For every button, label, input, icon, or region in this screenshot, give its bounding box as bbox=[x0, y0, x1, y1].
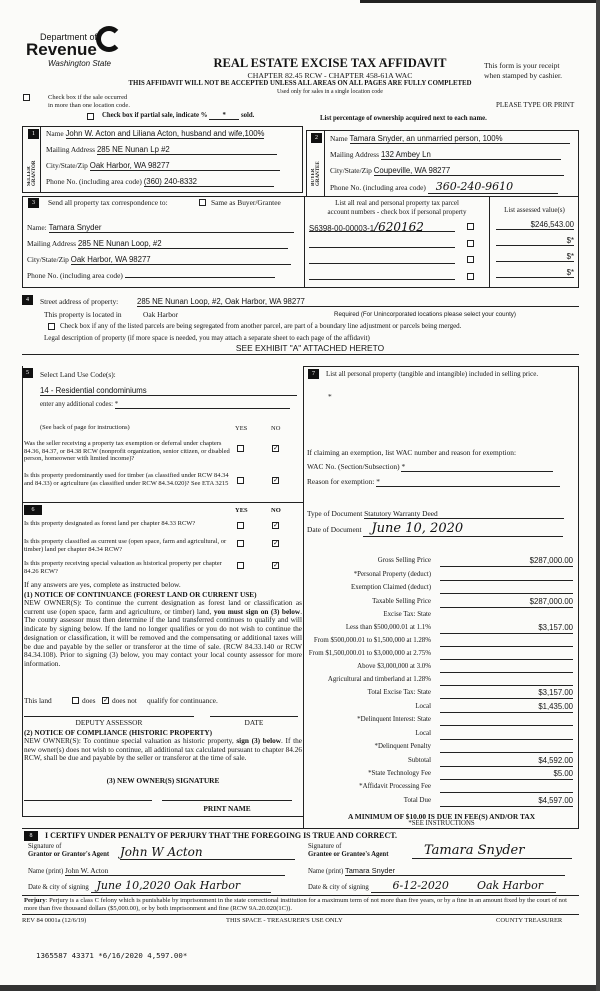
seller-phone-field[interactable]: (360) 240-8332 bbox=[144, 177, 274, 187]
tax-row-value[interactable] bbox=[440, 782, 573, 793]
reason-label: Reason for exemption: bbox=[307, 477, 375, 486]
parcel-handwritten: /620162 bbox=[374, 220, 424, 234]
seller-city-label: City/State/Zip bbox=[46, 161, 88, 170]
grantor-name-row bbox=[28, 866, 285, 876]
assessed-value-field[interactable]: $* bbox=[496, 252, 574, 262]
receipt-1: This form is your receipt bbox=[484, 61, 560, 70]
tax-row-label: From $500,000.01 to $1,500,000 at 1.28% bbox=[313, 637, 431, 644]
exemption-label: If claiming an exemption, list WAC number and reason for exemption: bbox=[307, 448, 517, 457]
buyer-name-field[interactable]: Tamara Snyder, an unmarried person, 100% bbox=[350, 134, 570, 144]
no-header-6: NO bbox=[271, 507, 281, 514]
tax-row-value[interactable] bbox=[440, 742, 573, 753]
notice2-title: (2) NOTICE OF COMPLIANCE (HISTORIC PROPERTY) bbox=[24, 728, 213, 737]
notice1-title: (1) NOTICE OF CONTINUANCE (FOREST LAND OR CURRENT USE) bbox=[24, 590, 257, 599]
same-as-buyer-checkbox[interactable] bbox=[199, 199, 206, 206]
dept-line1: Department of bbox=[40, 32, 98, 42]
notice1-b: . The county assessor must then determine if the land transferred continues to qualify and will indicate by signing below. If the land no longer qualifies or you do not wish to continue the designation or classification, it will be removed and the compensating or additional taxes will be due and payable by the seller or transferor at the time of sale. (RCW 84.33.140 or RCW 84.34.108). Prior to signing (3) below, you may contact your local county assessor for more information. bbox=[24, 606, 303, 668]
doc-type-field[interactable]: Statutory Warranty Deed bbox=[364, 509, 564, 519]
seller-name-field[interactable]: John W. Acton and Liliana Acton, husband and wife,100% bbox=[65, 129, 265, 138]
rev-number: REV 84 0001a (12/6/19) bbox=[22, 917, 87, 924]
tax-row-label: Less than $500,000.01 at 1.1% bbox=[345, 624, 431, 631]
dor-logo-icon bbox=[96, 26, 122, 52]
required-note: Required (For Unincorporated locations please select your county) bbox=[334, 311, 516, 318]
question-forest: Is this property designated as forest land per chapter 84.33 RCW? bbox=[24, 520, 196, 527]
wac-field[interactable]: * bbox=[401, 462, 553, 472]
tax-row-value[interactable] bbox=[440, 715, 573, 726]
partial-percent[interactable]: * bbox=[209, 112, 239, 120]
tax-row-value[interactable]: $5.00 bbox=[440, 769, 573, 780]
this-land-label: This land bbox=[24, 696, 52, 705]
seller-city-field[interactable]: Oak Harbor, WA 98277 bbox=[90, 161, 280, 171]
corr-addr-row bbox=[27, 239, 288, 249]
buyer-side-label: BUYER GRANTEE bbox=[311, 161, 321, 186]
grantee-city: Oak Harbor bbox=[476, 879, 544, 892]
grantor-signature[interactable]: John W Acton bbox=[120, 845, 295, 860]
perjury-top-line bbox=[22, 895, 579, 896]
grantor-date-field[interactable]: June 10,2020 Oak Harbor bbox=[91, 879, 271, 893]
historic-yes-checkbox[interactable] bbox=[237, 562, 244, 569]
multi-loc-2: in more than one location code. bbox=[48, 102, 130, 109]
doc-type-row bbox=[307, 509, 564, 519]
buyer-phone-row bbox=[330, 180, 558, 194]
buyer-addr-row bbox=[330, 150, 561, 160]
doc-date-field[interactable]: June 10, 2020 bbox=[363, 521, 563, 537]
tax-row-value[interactable] bbox=[440, 729, 573, 740]
grantor-sig-label-2: Grantor or Grantor's Agent bbox=[28, 851, 110, 858]
corr-addr-label: Mailing Address bbox=[27, 239, 77, 248]
buyer-name-label: Name bbox=[330, 134, 348, 143]
timber-no-checkbox[interactable]: ✓ bbox=[273, 476, 279, 484]
left-column-border bbox=[22, 366, 23, 816]
tax-row-value[interactable]: $4,597.00 bbox=[440, 796, 573, 807]
corr-phone-row bbox=[27, 271, 275, 280]
grantee-name-field[interactable]: Tamara Snyder bbox=[345, 866, 565, 876]
seller-name-label: Name bbox=[46, 129, 64, 138]
exemption-no-checkbox[interactable]: ✓ bbox=[273, 444, 279, 452]
personal-property-value[interactable]: * bbox=[328, 392, 332, 401]
section-2-badge: 2 bbox=[311, 133, 322, 143]
dept-line2: Revenue bbox=[26, 40, 97, 59]
corr-phone-label: Phone No. (including area code) bbox=[27, 271, 123, 280]
land-use-code[interactable]: 14 - Residential condominiums bbox=[40, 386, 297, 396]
does-label: does bbox=[82, 696, 96, 705]
historic-no-checkbox[interactable]: ✓ bbox=[273, 561, 279, 569]
segregated-label: Check box if any of the listed parcels are being segregated from another parcel, are part of a boundary line adjustment or parcels being merged. bbox=[60, 322, 462, 330]
left-bottom-line bbox=[22, 816, 304, 817]
located-label: This property is located in bbox=[44, 310, 122, 319]
tax-row-value[interactable]: $287,000.00 bbox=[440, 597, 573, 608]
grantor-name-label: Name (print) bbox=[28, 868, 64, 875]
sold-label: sold. bbox=[240, 112, 255, 119]
parcel-number: S6398-00-00003-1 bbox=[309, 224, 375, 233]
tax-row-label: *Personal Property (deduct) bbox=[353, 571, 431, 578]
tax-row-value[interactable]: $3,157.00 bbox=[440, 623, 573, 634]
receipt-2: when stamped by cashier. bbox=[484, 71, 563, 80]
corr-name-row bbox=[27, 223, 294, 233]
doc-type-label: Type of Document bbox=[307, 509, 363, 518]
tax-row-label: Exemption Claimed (deduct) bbox=[351, 584, 431, 591]
scan-edge-bottom bbox=[0, 985, 600, 991]
does-not-label: does not bbox=[112, 696, 137, 705]
scan-edge-right bbox=[596, 0, 600, 991]
sec7-divider bbox=[290, 502, 304, 503]
tax-row-value[interactable] bbox=[440, 570, 573, 581]
tax-row-label: From $1,500,000.01 to $3,000,000 at 2.75% bbox=[308, 650, 431, 657]
tax-row-label: Above $3,000,000 at 3.0% bbox=[357, 663, 431, 670]
no-header: NO bbox=[271, 425, 281, 432]
sec8-top-line bbox=[22, 828, 579, 829]
corr-city-label: City/State/Zip bbox=[27, 255, 69, 264]
additional-codes-label: enter any additional codes: bbox=[40, 401, 114, 408]
multi-loc-1: Check box if the sale occurred bbox=[48, 94, 128, 101]
deputy-line[interactable] bbox=[24, 716, 194, 717]
personal-property-checkbox[interactable] bbox=[467, 273, 474, 280]
land-use-label: Select Land Use Code(s): bbox=[40, 370, 116, 379]
sec7-top-line bbox=[303, 366, 579, 367]
forest-no-checkbox[interactable]: ✓ bbox=[273, 521, 279, 529]
tax-row-label: *Delinquent Penalty bbox=[374, 743, 431, 750]
buyer-addr-field[interactable]: 132 Ambey Ln bbox=[381, 150, 561, 160]
notice2-bold: sign (3) below bbox=[236, 736, 282, 745]
section-7-badge: 7 bbox=[308, 369, 319, 379]
does-not-checkbox[interactable]: ✓ bbox=[103, 696, 109, 704]
notice2-text bbox=[24, 737, 302, 763]
tax-row-label: Local bbox=[415, 730, 431, 737]
tax-row-value[interactable] bbox=[440, 636, 573, 647]
buyer-name-row bbox=[330, 134, 570, 144]
perjury-body: : Perjury is a class C felony which is punishable by imprisonment in the state correctional institution for a maximum term of not more than five years, or by a fine in an amount fixed by the court of not more than five thousand dollars ($5,000.00), or by both imprisonment and fine (RCW 9A.20.020(1C)). bbox=[24, 897, 567, 912]
values-header: List assessed value(s) bbox=[504, 206, 565, 214]
question-historic: Is this property receiving special valuation as historical property per chapter 84.26 RCW? bbox=[24, 560, 222, 575]
warning: THIS AFFIDAVIT WILL NOT BE ACCEPTED UNLESS ALL AREAS ON ALL PAGES ARE FULLY COMPLETED bbox=[128, 80, 472, 87]
county-treasurer: COUNTY TREASURER bbox=[496, 917, 563, 924]
tax-row-label: Agricultural and timberland at 1.28% bbox=[327, 676, 431, 683]
personal-property-checkbox[interactable] bbox=[467, 256, 474, 263]
assessed-value-field[interactable]: $246,543.00 bbox=[496, 220, 574, 230]
seller-addr-label: Mailing Address bbox=[46, 145, 96, 154]
tax-row-value[interactable]: $287,000.00 bbox=[440, 556, 573, 567]
parcels-header-2: account numbers - check box if personal property bbox=[327, 208, 467, 216]
seller-divider bbox=[40, 126, 41, 193]
corr-phone-field[interactable] bbox=[125, 277, 275, 278]
buyer-phone-field[interactable]: 360-240-9610 bbox=[428, 180, 558, 194]
tax-row-value[interactable]: $3,157.00 bbox=[440, 688, 573, 699]
tax-row-value[interactable] bbox=[440, 662, 573, 673]
question-current-use: Is this property classified as current use (open space, farm and agricultural, or timber) land per chapter 84.34 RCW? bbox=[24, 538, 227, 553]
personal-property-checkbox[interactable] bbox=[467, 223, 474, 230]
seller-phone-row bbox=[46, 177, 274, 187]
doc-date-label: Date of Document bbox=[307, 525, 362, 534]
list-pct: List percentage of ownership acquired next to each name. bbox=[320, 115, 487, 122]
personal-property-checkbox[interactable] bbox=[467, 240, 474, 247]
notice1-a: NEW OWNER(S): To continue the current designation as forest land or classification as current use (open space, farm and agriculture, or timber) land, bbox=[24, 598, 302, 616]
doc-date-row bbox=[307, 521, 563, 537]
corr-city-field[interactable]: Oak Harbor, WA 98277 bbox=[71, 255, 291, 265]
owner-signature-line[interactable] bbox=[24, 800, 152, 801]
notice1-text bbox=[24, 599, 302, 669]
forest-yes-checkbox[interactable] bbox=[237, 522, 244, 529]
parcel-number-field[interactable] bbox=[309, 236, 455, 248]
owner-signature-label: (3) NEW OWNER(S) SIGNATURE bbox=[106, 776, 220, 785]
partial-sale bbox=[102, 112, 254, 120]
corr-name-label: Name: bbox=[27, 223, 47, 232]
section-1-badge: 1 bbox=[28, 129, 39, 139]
perjury-label: Perjury bbox=[24, 897, 46, 904]
seller-addr-field[interactable]: 285 NE Nunan Lp #2 bbox=[97, 145, 277, 155]
parcels-header-1: List all real and personal property tax parcel bbox=[335, 199, 459, 207]
tax-row-label: *State Technology Fee bbox=[368, 770, 431, 777]
tax-row-value[interactable] bbox=[440, 610, 573, 621]
tax-row-label: Total Due bbox=[403, 797, 431, 804]
yes-header: YES bbox=[235, 425, 248, 432]
tax-row-label: Excise Tax: State bbox=[383, 611, 431, 618]
grantor-date-label: Date & city of signing bbox=[28, 884, 89, 891]
grantee-date-label: Date & city of signing bbox=[308, 884, 369, 891]
section-8-badge: 8 bbox=[24, 831, 38, 841]
corr-name-field[interactable]: Tamara Snyder bbox=[49, 223, 294, 233]
certify-title: I CERTIFY UNDER PENALTY OF PERJURY THAT THE FOREGOING IS TRUE AND CORRECT. bbox=[45, 831, 398, 840]
legal-line bbox=[22, 354, 579, 355]
perjury-text bbox=[24, 897, 579, 913]
tax-row-label: Total Excise Tax: State bbox=[367, 689, 431, 696]
partial-sale-checkbox[interactable] bbox=[87, 113, 94, 120]
tax-row-label: Taxable Selling Price bbox=[372, 598, 431, 605]
if-yes: If any answers are yes, complete as instructed below. bbox=[24, 580, 181, 589]
date-line[interactable] bbox=[210, 716, 298, 717]
segregated-checkbox[interactable] bbox=[48, 323, 55, 330]
deputy-label: DEPUTY ASSESSOR bbox=[75, 718, 143, 727]
used-only: Used only for sales in a single location code bbox=[277, 89, 383, 95]
buyer-phone-label: Phone No. (including area code) bbox=[330, 183, 426, 192]
right-column-border bbox=[578, 366, 579, 828]
current-use-no-checkbox[interactable]: ✓ bbox=[273, 539, 279, 547]
section-5-badge: 5 bbox=[22, 368, 33, 378]
section-6-badge: 6 bbox=[24, 505, 42, 515]
reason-field[interactable]: * bbox=[376, 477, 560, 487]
tax-row-label: Subtotal bbox=[408, 757, 431, 764]
grantee-name-label: Name (print) bbox=[308, 868, 344, 875]
personal-property-label: List all personal property (tangible and intangible) included in selling price. bbox=[326, 370, 539, 378]
grantor-name-field[interactable]: John W. Acton bbox=[65, 866, 285, 876]
tax-row-value[interactable] bbox=[440, 649, 573, 660]
question-exemption: Was the seller receiving a property tax exemption or deferral under chapters 84.36, 84.37, or 84.38 RCW (nonprofit organization, senior citizen, or disabled person, homeowner with limited income)? bbox=[24, 440, 230, 463]
seller-side-label: SELLER GRANTOR bbox=[27, 160, 37, 186]
street-field[interactable]: 285 NE Nunan Loop, #2, Oak Harbor, WA 98277 bbox=[137, 297, 579, 307]
scan-edge-top bbox=[360, 0, 600, 3]
grantee-date-field[interactable] bbox=[371, 879, 556, 893]
tax-row-label: Gross Selling Price bbox=[377, 557, 431, 564]
tax-row-label: *Affidavit Processing Fee bbox=[359, 783, 431, 790]
partial-label: Check box if partial sale, indicate % bbox=[102, 112, 208, 119]
parcel-number-field[interactable] bbox=[309, 220, 455, 232]
grantee-date: 6-12-2020 bbox=[392, 879, 449, 892]
seller-addr-row bbox=[46, 145, 277, 155]
assessed-value-field[interactable]: $* bbox=[496, 268, 574, 278]
treasurer-stamp: 1365587 43371 *6/16/2020 4,597.00* bbox=[36, 951, 188, 960]
see-instructions: *SEE INSTRUCTIONS bbox=[408, 820, 475, 827]
parcel-number-field[interactable] bbox=[309, 252, 455, 264]
buyer-city-label: City/State/Zip bbox=[330, 166, 372, 175]
timber-yes-checkbox[interactable] bbox=[237, 477, 244, 484]
sec5-bottom-line bbox=[22, 502, 304, 503]
seller-phone-label: Phone No. (including area code) bbox=[46, 177, 142, 186]
print-name-line[interactable] bbox=[162, 800, 292, 801]
please-type: PLEASE TYPE OR PRINT bbox=[496, 101, 575, 109]
corr-label: Send all property tax correspondence to: bbox=[48, 198, 168, 207]
print-name-label: PRINT NAME bbox=[203, 804, 251, 813]
additional-codes-row bbox=[40, 401, 290, 409]
wac-row bbox=[307, 462, 553, 472]
notice2-a: NEW OWNER(S): To continue special valuation as historic property, bbox=[24, 736, 237, 745]
minimum-note: A MINIMUM OF $10.00 IS DUE IN FEE(S) AND/OR TAX bbox=[347, 812, 536, 821]
parcel-number-field[interactable] bbox=[309, 268, 455, 280]
grantee-signature[interactable]: Tamara Snyder bbox=[412, 843, 572, 859]
date-label: DATE bbox=[244, 718, 264, 727]
located-value[interactable]: Oak Harbor bbox=[143, 310, 179, 319]
chapter: CHAPTER 82.45 RCW - CHAPTER 458-61A WAC bbox=[247, 71, 413, 80]
form-title: REAL ESTATE EXCISE TAX AFFIDAVIT bbox=[213, 56, 447, 70]
treasurer-space: THIS SPACE - TREASURER'S USE ONLY bbox=[226, 917, 343, 924]
notice2-b: . If the new owner(s) does not wish to continue, all additional tax calculated pursuant to chapter 84.26 RCW, shall be due and payable by the seller or transferor at the time of sale. bbox=[24, 736, 302, 763]
corr-addr-field[interactable]: 285 NE Nunan Loop, #2 bbox=[78, 239, 288, 249]
does-checkbox[interactable] bbox=[72, 697, 79, 704]
buyer-city-row bbox=[330, 166, 564, 176]
additional-codes-field[interactable]: * bbox=[115, 401, 290, 409]
perjury-bottom-line bbox=[22, 914, 579, 915]
notice1-bold: you must sign on (3) below bbox=[213, 606, 301, 616]
tax-row-label: *Delinquent Interest: State bbox=[357, 716, 431, 723]
question-timber: Is this property predominantly used for timber (as classified under RCW 84.34 and 84.33) or agriculture (as classified under RCW 84.34.020)? See ETA 3215 bbox=[24, 472, 229, 487]
continuance-row bbox=[24, 696, 52, 705]
legal-label: Legal description of property (if more space is needed, you may attach a separate sheet to each page of the affidavit) bbox=[44, 334, 370, 342]
same-as-buyer-label: Same as Buyer/Grantee bbox=[211, 198, 281, 207]
grantee-name-row bbox=[308, 866, 565, 876]
grantor-sig-label-1: Signature of bbox=[28, 843, 62, 850]
tax-row-value[interactable]: $4,592.00 bbox=[440, 756, 573, 767]
dept-line3: Washington State bbox=[48, 59, 112, 68]
tax-row-label: Local bbox=[415, 703, 431, 710]
tax-row-value[interactable] bbox=[440, 583, 573, 594]
corr-city-row bbox=[27, 255, 291, 265]
reason-row bbox=[307, 477, 560, 487]
tax-row-value[interactable]: $1,435.00 bbox=[440, 702, 573, 713]
legal-description[interactable]: SEE EXHIBIT "A" ATTACHED HERETO bbox=[235, 343, 385, 353]
multi-location-checkbox[interactable] bbox=[23, 94, 30, 101]
grantee-sig-label-1: Signature of bbox=[308, 843, 342, 850]
current-use-yes-checkbox[interactable] bbox=[237, 540, 244, 547]
assessed-value-field[interactable]: $* bbox=[496, 236, 574, 246]
grantee-sig-label-2: Grantee or Grantee's Agent bbox=[308, 851, 389, 858]
buyer-city-field[interactable]: Coupeville, WA 98277 bbox=[374, 166, 564, 176]
street-label: Street address of property: bbox=[40, 297, 119, 306]
see-back: (See back of page for instructions) bbox=[40, 424, 130, 431]
seller-city-row bbox=[46, 161, 280, 171]
buyer-divider bbox=[324, 130, 325, 197]
seller-name-row bbox=[46, 129, 264, 138]
wac-label: WAC No. (Section/Subsection) bbox=[307, 462, 400, 471]
exemption-yes-checkbox[interactable] bbox=[237, 445, 244, 452]
section-3-badge: 3 bbox=[28, 198, 39, 208]
yes-header-6: YES bbox=[235, 507, 248, 514]
section-4-badge: 4 bbox=[22, 295, 33, 305]
grantor-date-row bbox=[28, 879, 271, 893]
grantee-date-row bbox=[308, 879, 556, 893]
qualify-label: qualify for continuance. bbox=[147, 696, 218, 705]
buyer-addr-label: Mailing Address bbox=[330, 150, 380, 159]
tax-row-value[interactable] bbox=[440, 675, 573, 686]
